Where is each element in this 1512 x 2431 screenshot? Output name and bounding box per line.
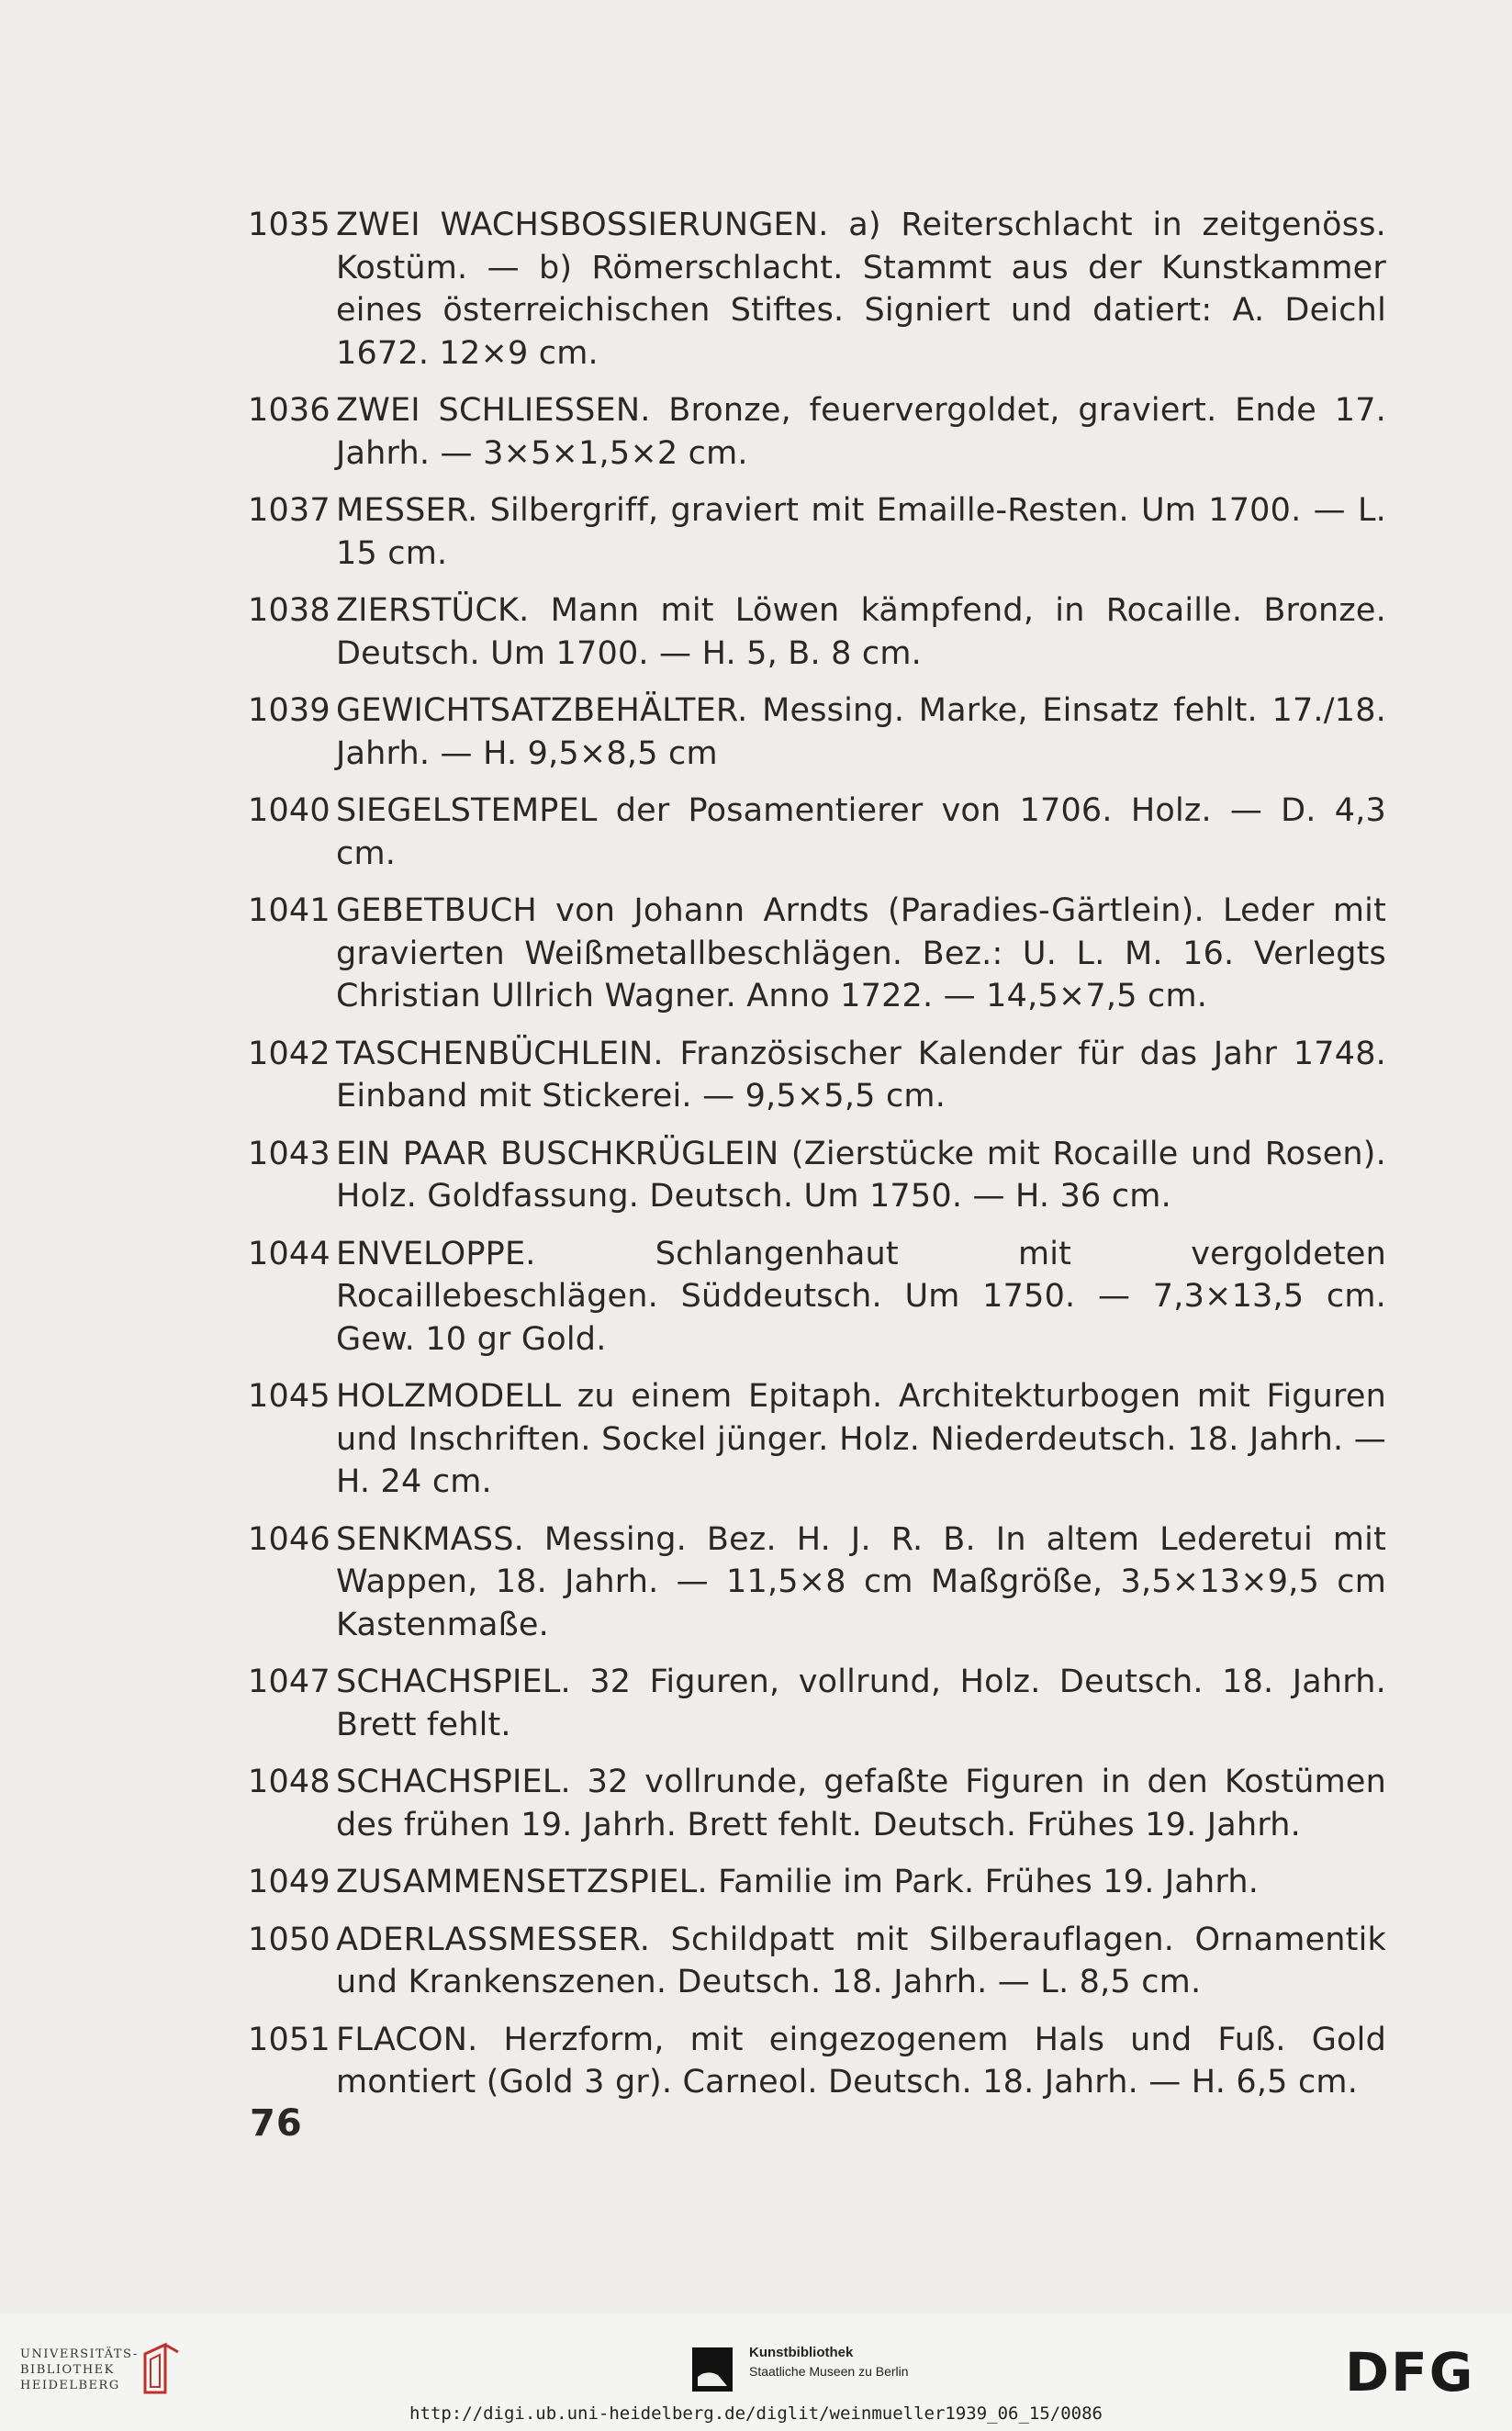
entry-number: 1042 <box>248 1035 330 1072</box>
entry-description: GEBETBUCH von Johann Arndts (Paradies-Gärtlein). Leder mit gravierten Weißmetallbeschlägen. Bez.: U. L. M. 16. Verlegts Christian Ullrich Wagner. Anno 1722. — 14,5×7,5 cm. <box>336 892 1386 1014</box>
entry-number: 1037 <box>248 492 330 529</box>
entry-description: SIEGELSTEMPEL der Posamentierer von 1706. Holz. — D. 4,3 cm. <box>336 792 1386 872</box>
entry-description: ZUSAMMENSETZSPIEL. Familie im Park. Frühes 19. Jahrh. <box>336 1864 1260 1900</box>
dfg-logo[interactable]: DFG <box>1345 2341 1475 2403</box>
uni-logo-line: UNIVERSITÄTS- <box>20 2347 139 2361</box>
entry-number: 1044 <box>248 1235 330 1272</box>
heidelberg-emblem-icon <box>138 2341 184 2396</box>
entry-number: 1045 <box>248 1378 330 1415</box>
entry-description: SENKMASS. Messing. Bez. H. J. R. B. In altem Lederetui mit Wappen, 18. Jahrh. — 11,5×8 cm Maßgröße, 3,5×13×9,5 cm Kastenmaße. <box>336 1520 1386 1643</box>
catalog-entry <box>248 1233 1386 1361</box>
kunstbibliothek-title: Kunstbibliothek <box>749 2345 854 2360</box>
entry-number: 1035 <box>248 207 330 243</box>
catalog-entry <box>248 1033 1386 1118</box>
catalog-entry <box>248 2019 1386 2104</box>
entry-description: TASCHENBÜCHLEIN. Französischer Kalender für das Jahr 1748. Einband mit Stickerei. — 9,5×5,5 cm. <box>336 1035 1386 1115</box>
entry-description: SCHACHSPIEL. 32 vollrunde, gefaßte Figuren in den Kostümen des frühen 19. Jahrh. Brett fehlt. Deutsch. Frühes 19. Jahrh. <box>336 1764 1386 1843</box>
entry-number: 1046 <box>248 1520 330 1558</box>
entry-number: 1038 <box>248 592 330 629</box>
entry-number: 1048 <box>248 1764 330 1800</box>
catalog-entry <box>248 1861 1386 1904</box>
entry-number: 1036 <box>248 392 330 429</box>
entry-number: 1050 <box>248 1921 330 1958</box>
entry-description: FLACON. Herzform, mit eingezogenem Hals und Fuß. Gold montiert (Gold 3 gr). Carneol. Deutsch. 18. Jahrh. — H. 6,5 cm. <box>336 2021 1386 2101</box>
permalink-url[interactable]: http://digi.ub.uni-heidelberg.de/diglit/weinmueller1939_06_15/0086 <box>409 2403 1103 2424</box>
catalog-entry <box>248 489 1386 575</box>
heidelberg-library-logo[interactable] <box>20 2347 139 2393</box>
uni-logo-line: BIBLIOTHEK <box>20 2363 115 2377</box>
catalog-entry <box>248 589 1386 675</box>
entry-number: 1043 <box>248 1135 330 1172</box>
entry-description: HOLZMODELL zu einem Epitaph. Architekturbogen mit Figuren und Inschriften. Sockel jünger. Holz. Niederdeutsch. 18. Jahrh. — H. 24 cm. <box>336 1378 1386 1500</box>
uni-logo-line: HEIDELBERG <box>20 2379 120 2392</box>
catalog-entries <box>248 204 1386 2119</box>
kunstbibliothek-subtitle: Staatliche Museen zu Berlin <box>749 2364 909 2379</box>
catalog-entry <box>248 1375 1386 1504</box>
entry-number: 1047 <box>248 1664 330 1700</box>
entry-number: 1041 <box>248 892 330 929</box>
entry-description: EIN PAAR BUSCHKRÜGLEIN (Zierstücke mit Rocaille und Rosen). Holz. Goldfassung. Deutsch. Um 1750. — H. 36 cm. <box>336 1135 1386 1215</box>
entry-description: ZWEI WACHSBOSSIERUNGEN. a) Reiterschlacht in zeitgenöss. Kostüm. — b) Römerschlacht. Stammt aus der Kunstkammer eines österreichischen Stiftes. Signiert und datiert: A. Deichl 1672. 12×9 cm. <box>336 207 1386 372</box>
catalog-entry <box>248 1133 1386 1218</box>
catalog-entry <box>248 1919 1386 2004</box>
catalog-entry <box>248 204 1386 375</box>
catalog-entry <box>248 890 1386 1018</box>
entry-number: 1049 <box>248 1864 330 1900</box>
catalog-entry <box>248 389 1386 475</box>
catalog-entry <box>248 1518 1386 1647</box>
entry-description: GEWICHTSATZBEHÄLTER. Messing. Marke, Einsatz fehlt. 17./18. Jahrh. — H. 9,5×8,5 cm <box>336 692 1386 772</box>
entry-description: SCHACHSPIEL. 32 Figuren, vollrund, Holz. Deutsch. 18. Jahrh. Brett fehlt. <box>336 1664 1386 1743</box>
page-number: 76 <box>250 2102 303 2145</box>
entry-description: ENVELOPPE. Schlangenhaut mit vergoldeten Rocaillebeschlägen. Süddeutsch. Um 1750. — 7,3×13,5 cm. Gew. 10 gr Gold. <box>336 1235 1386 1358</box>
catalog-entry <box>248 1661 1386 1746</box>
catalog-entry <box>248 790 1386 875</box>
entry-description: MESSER. Silbergriff, graviert mit Emaille-Resten. Um 1700. — L. 15 cm. <box>336 492 1386 572</box>
kunstbibliothek-label[interactable] <box>749 2344 909 2381</box>
entry-number: 1051 <box>248 2021 330 2058</box>
entry-description: ZIERSTÜCK. Mann mit Löwen kämpfend, in Rocaille. Bronze. Deutsch. Um 1700. — H. 5, B. 8 cm. <box>336 592 1386 672</box>
kunstbibliothek-logo-icon <box>690 2346 734 2393</box>
entry-description: ZWEI SCHLIESSEN. Bronze, feuervergoldet, graviert. Ende 17. Jahrh. — 3×5×1,5×2 cm. <box>336 392 1386 472</box>
catalog-entry <box>248 689 1386 775</box>
catalog-entry <box>248 1761 1386 1846</box>
entry-number: 1039 <box>248 692 330 729</box>
entry-number: 1040 <box>248 792 330 829</box>
entry-description: ADERLASSMESSER. Schildpatt mit Silberauflagen. Ornamentik und Krankenszenen. Deutsch. 18. Jahrh. — L. 8,5 cm. <box>336 1921 1386 2000</box>
